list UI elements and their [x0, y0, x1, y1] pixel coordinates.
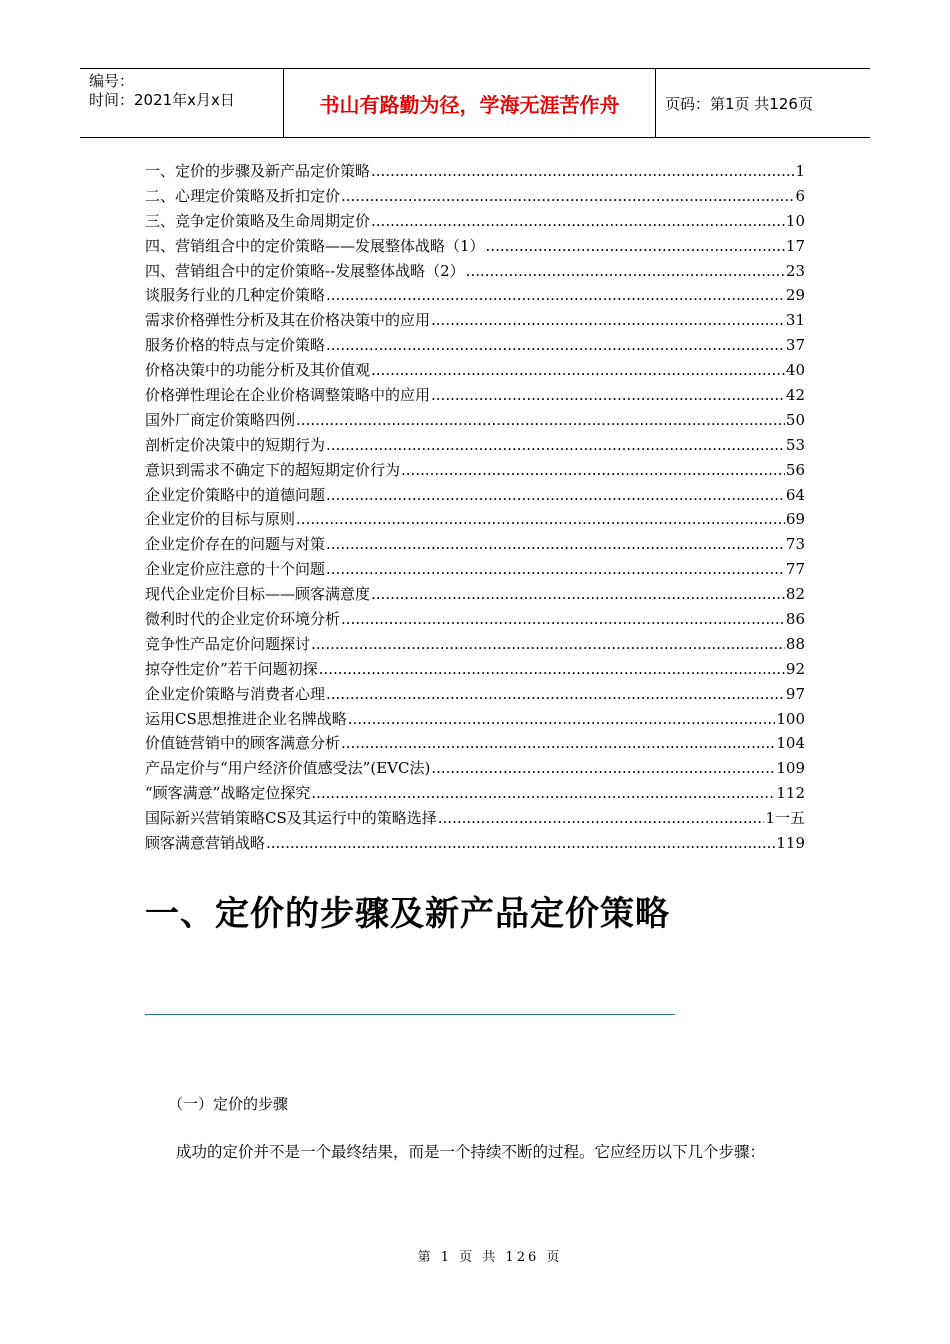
toc-entry-title: 一、定价的步骤及新产品定价策略 — [145, 162, 371, 180]
header-motto-cell — [284, 69, 656, 137]
toc-entry-page: 104 — [776, 734, 805, 753]
toc-entry-page: 77 — [785, 560, 805, 579]
toc-entry[interactable] — [145, 657, 805, 682]
page-info: 页码：第1页 共126页 — [665, 94, 813, 113]
toc-entry-page: 50 — [785, 410, 805, 429]
toc-entry[interactable] — [145, 433, 805, 458]
toc-entry[interactable] — [145, 358, 805, 383]
toc-entry-title: 企业定价的目标与原则 — [145, 510, 296, 529]
toc-entry-title: 掠夺性定价”若干问题初探 — [145, 659, 318, 678]
toc-leader-dots — [311, 632, 785, 657]
toc-entry[interactable] — [145, 557, 805, 582]
toc-entry-title: 企业定价策略与消费者心理 — [145, 684, 326, 703]
toc-leader-dots — [326, 433, 785, 458]
toc-leader-dots — [326, 557, 785, 582]
time-label: 时间：2021年x月x日 — [89, 91, 235, 109]
toc-entry[interactable] — [145, 707, 805, 732]
toc-entry[interactable] — [145, 184, 805, 209]
toc-entry-page: 37 — [785, 336, 805, 355]
toc-entry-title: 国外厂商定价策略四例 — [145, 410, 296, 429]
toc-entry[interactable] — [145, 283, 805, 308]
toc-entry-page: 82 — [785, 585, 805, 604]
toc-entry-page: 56 — [785, 460, 805, 479]
subheading: （一）定价的步骤 — [168, 1095, 289, 1113]
toc-leader-dots — [438, 806, 765, 831]
toc-entry[interactable] — [145, 831, 805, 856]
toc-entry-title: 现代企业定价目标——顾客满意度 — [145, 585, 371, 604]
toc-entry-title: 价格弹性理论在企业价格调整策略中的应用 — [145, 386, 431, 405]
toc-entry-page: 92 — [785, 659, 805, 678]
page-header — [80, 68, 870, 138]
toc-entry-title: “顾客满意”战略定位探究 — [145, 784, 311, 803]
toc-entry-title: 顾客满意营销战略 — [145, 834, 266, 853]
toc-entry-page: 29 — [785, 286, 805, 305]
toc-entry-page: 100 — [776, 709, 805, 728]
toc-entry-title: 产品定价与“用户经济价值感受法”(EVC法) — [145, 759, 431, 778]
toc-leader-dots — [319, 657, 785, 682]
toc-entry-title: 四、营销组合中的定价策略——发展整体战略（1） — [145, 236, 485, 255]
motto-text: 书山有路勤为径，学海无涯苦作舟 — [319, 92, 620, 117]
toc-entry-page: 10 — [785, 211, 805, 230]
chapter-title: 一、定价的步骤及新产品定价策略 — [145, 894, 670, 934]
toc-entry[interactable] — [145, 234, 805, 259]
toc-leader-dots — [296, 408, 785, 433]
toc-leader-dots — [371, 159, 794, 184]
toc-entry[interactable] — [145, 532, 805, 557]
toc-leader-dots — [431, 756, 775, 781]
number-label: 编号： — [89, 72, 135, 90]
toc-entry[interactable] — [145, 308, 805, 333]
toc-entry-title: 企业定价策略中的道德问题 — [145, 485, 326, 504]
toc-leader-dots — [326, 333, 785, 358]
toc-entry-page: 69 — [785, 510, 805, 529]
toc-entry-page: 109 — [776, 759, 805, 778]
section-divider — [145, 1014, 675, 1015]
toc-leader-dots — [401, 458, 785, 483]
toc-entry-title: 剖析定价决策中的短期行为 — [145, 435, 326, 454]
toc-entry-title: 运用CS思想推进企业名牌战略 — [145, 709, 347, 728]
toc-entry-page: 86 — [785, 610, 805, 629]
toc-entry-title: 四、营销组合中的定价策略--发展整体战略（2） — [145, 261, 465, 280]
toc-entry-page: 97 — [785, 684, 805, 703]
toc-entry-title: 企业定价存在的问题与对策 — [145, 535, 326, 554]
toc-entry-title: 竞争性产品定价问题探讨 — [145, 634, 311, 653]
toc-entry-title: 三、竞争定价策略及生命周期定价 — [145, 211, 371, 230]
page-footer: 第 1 页 共 126 页 — [417, 1250, 563, 1265]
toc-entry[interactable] — [145, 781, 805, 806]
toc-leader-dots — [266, 831, 775, 856]
toc-leader-dots — [326, 532, 785, 557]
toc-leader-dots — [326, 283, 785, 308]
toc-entry[interactable] — [145, 731, 805, 756]
toc-entry-page: 1 — [795, 162, 805, 180]
toc-entry-title: 二、心理定价策略及折扣定价 — [145, 186, 341, 205]
toc-entry-page: 31 — [785, 311, 805, 330]
toc-entry-title: 意识到需求不确定下的超短期定价行为 — [145, 460, 401, 479]
toc-entry-page: 73 — [785, 535, 805, 554]
toc-entry[interactable] — [145, 806, 805, 831]
toc-entry-page: 40 — [785, 361, 805, 380]
toc-leader-dots — [466, 259, 785, 284]
toc-entry-page: 64 — [785, 485, 805, 504]
toc-entry[interactable] — [145, 682, 805, 707]
toc-entry-page: 23 — [785, 261, 805, 280]
toc-entry-title: 价格决策中的功能分析及其价值观 — [145, 361, 371, 380]
toc-entry-page: 88 — [785, 634, 805, 653]
toc-leader-dots — [341, 607, 785, 632]
toc-leader-dots — [341, 184, 794, 209]
toc-entry[interactable] — [145, 582, 805, 607]
toc-entry-title: 谈服务行业的几种定价策略 — [145, 286, 326, 305]
toc-entry-page: 42 — [785, 386, 805, 405]
toc-entry-title: 微利时代的企业定价环境分析 — [145, 610, 341, 629]
toc-entry[interactable] — [145, 333, 805, 358]
toc-entry-title: 需求价格弹性分析及其在价格决策中的应用 — [145, 311, 431, 330]
toc-entry[interactable] — [145, 408, 805, 433]
toc-entry[interactable] — [145, 607, 805, 632]
toc-entry[interactable] — [145, 159, 805, 184]
table-of-contents — [145, 159, 805, 856]
toc-entry[interactable] — [145, 383, 805, 408]
toc-leader-dots — [431, 383, 785, 408]
toc-leader-dots — [486, 234, 785, 259]
toc-leader-dots — [341, 731, 775, 756]
toc-leader-dots — [431, 308, 785, 333]
header-meta-cell — [80, 69, 284, 137]
toc-entry-title: 企业定价应注意的十个问题 — [145, 560, 326, 579]
toc-leader-dots — [371, 582, 785, 607]
toc-leader-dots — [296, 507, 785, 532]
toc-entry[interactable] — [145, 209, 805, 234]
toc-entry[interactable] — [145, 632, 805, 657]
toc-leader-dots — [326, 483, 785, 508]
toc-entry-page: 17 — [785, 236, 805, 255]
toc-leader-dots — [311, 781, 775, 806]
toc-entry-title: 国际新兴营销策略CS及其运行中的策略选择 — [145, 809, 437, 828]
toc-entry-page: 119 — [776, 834, 805, 853]
header-page-cell — [656, 69, 870, 137]
toc-leader-dots — [371, 358, 785, 383]
toc-entry[interactable] — [145, 259, 805, 284]
toc-entry-page: 6 — [795, 186, 805, 205]
toc-entry[interactable] — [145, 756, 805, 781]
toc-leader-dots — [348, 707, 776, 732]
toc-entry[interactable] — [145, 458, 805, 483]
toc-leader-dots — [326, 682, 785, 707]
toc-entry-page: 112 — [776, 784, 805, 803]
toc-entry-title: 服务价格的特点与定价策略 — [145, 336, 326, 355]
toc-leader-dots — [371, 209, 785, 234]
toc-entry[interactable] — [145, 483, 805, 508]
toc-entry[interactable] — [145, 507, 805, 532]
toc-entry-title: 价值链营销中的顾客满意分析 — [145, 734, 341, 753]
body-paragraph: 成功的定价并不是一个最终结果，而是一个持续不断的过程。它应经历以下几个步骤： — [176, 1143, 766, 1161]
toc-entry-page: 53 — [785, 435, 805, 454]
toc-entry-page: 1一五 — [765, 809, 805, 828]
